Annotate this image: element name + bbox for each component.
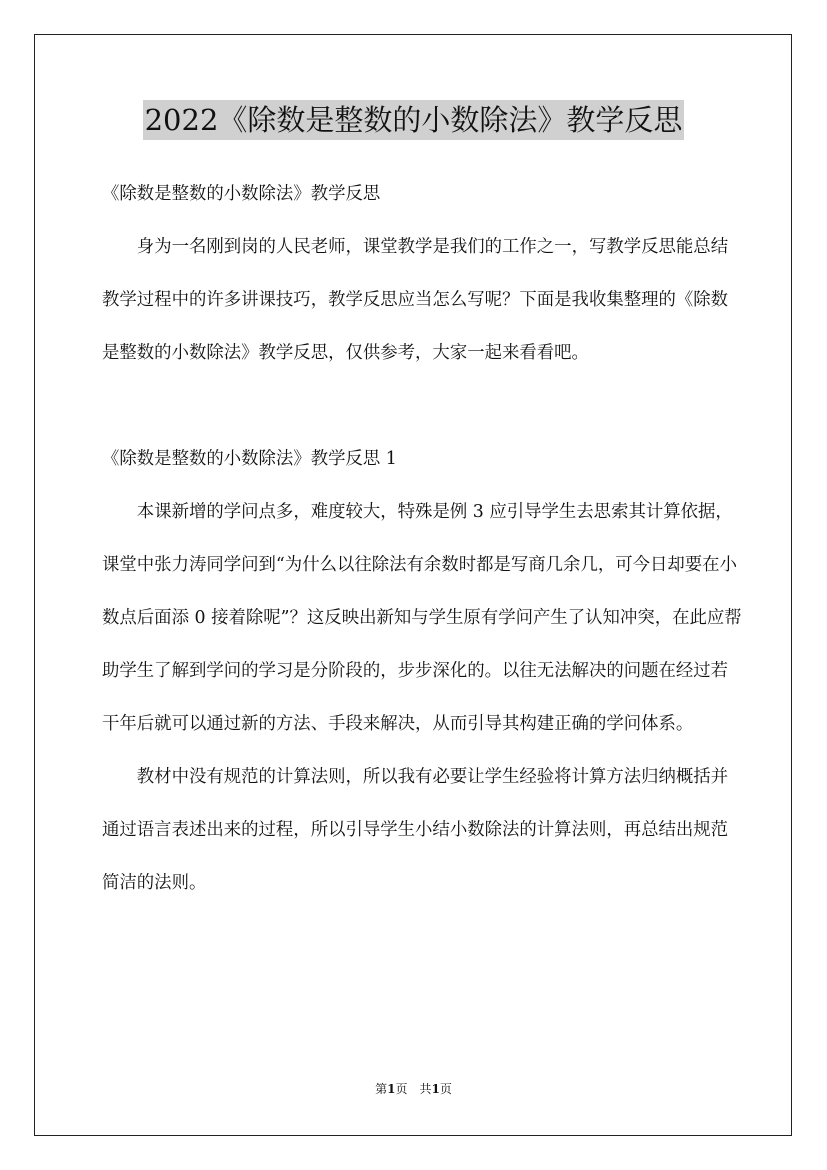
document-title: 2022《除数是整数的小数除法》教学反思 [143,100,685,140]
footer-prefix: 第 [375,1082,388,1096]
paragraph-spacer [102,380,742,433]
document-body [102,168,742,910]
section-heading-intro: 《除数是整数的小数除法》教学反思 [102,184,381,204]
paragraph-intro: 身为一名刚到岗的人民老师，课堂教学是我们的工作之一，写教学反思能总结教学过程中的许多讲课技巧，教学反思应当怎么写呢？下面是我收集整理的《除数是整数的小数除法》教学反思，仅供参考，大家一起来看看吧。 [102,237,729,363]
footer-suffix: 页 [439,1082,452,1096]
section-heading-1: 《除数是整数的小数除法》教学反思 1 [102,449,397,469]
footer-mid: 页 共 [395,1082,432,1096]
title-wrap [0,100,827,140]
paragraph-2: 教材中没有规范的计算法则，所以我有必要让学生经验将计算方法归纳概括并通过语言表述出来的过程，所以引导学生小结小数除法的计算法则，再总结出规范简洁的法则。 [102,767,729,893]
footer-page-current: 1 [387,1082,396,1096]
paragraph-1: 本课新增的学问点多，难度较大，特殊是例 3 应引导学生去思索其计算依据，课堂中张力涛同学问到“为什么以往除法有余数时都是写商几余几，可今日却要在小数点后面添 0 接着除呢”？这反映出新知与学生原有学问产生了认知冲突，在此应帮助学生了解到学问的学习是分阶段的，步步深化的。以往无法解决的问题在经过若干年后就可以通过新的方法、手段来解决，从而引导其构建正确的学问体系。 [102,502,742,734]
footer-page-total: 1 [431,1082,440,1096]
page-footer [0,1081,827,1097]
